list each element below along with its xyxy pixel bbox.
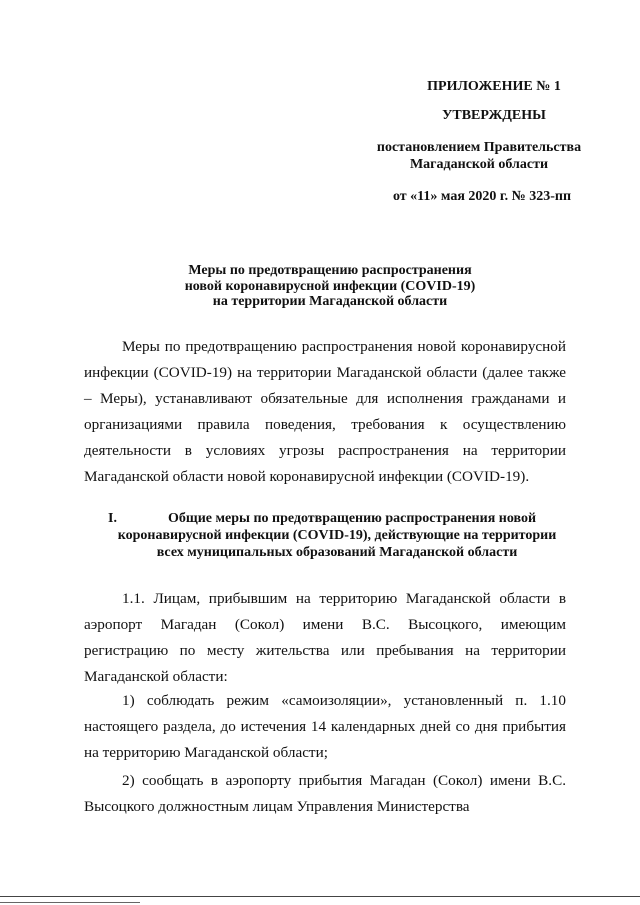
clause-1-1: 1.1. Лицам, прибывшим на территорию Магаданской области в аэропорт Магадан (Сокол) имени В.С. Высоцкого, имеющим регистрацию по месту жительства или пребывания на территории Магаданской области: [84,590,566,685]
intro-paragraph: Меры по предотвращению распространения новой коронавирусной инфекции (COVID-19) на территории Магаданской области (далее также – Меры), устанавливают обязательные для исполнения гражданами и организациями правила поведения, требования к осуществлению деятельности в условиях угрозы распространения на территории Магаданской области новой коронавирусной инфекции (COVID-19). [84,338,566,485]
page-edge-line-short [0,902,140,903]
decree-line-1: постановлением Правительства [376,140,582,155]
document-title [100,263,560,310]
appendix-number: ПРИЛОЖЕНИЕ № 1 [427,79,561,94]
decree-date: от «11» мая 2020 г. № 323-пп [392,189,572,204]
page-edge-line [0,896,640,897]
title-line-3: на территории Магаданской области [212,294,448,309]
section-line-2: коронавирусной инфекции (COVID-19), действующие на территории [117,528,557,543]
section-heading [108,510,566,561]
list-item-2: 2) сообщать в аэропорту прибытия Магадан (Сокол) имени В.С. Высоцкого должностным лицам Управления Министерства [84,772,566,815]
approved-label: УТВЕРЖДЕНЫ [442,108,546,123]
section-line-3: всех муниципальных образований Магаданской области [156,545,518,560]
title-line-1: Меры по предотвращению распространения [188,263,472,278]
approval-block [338,78,620,205]
list-item-1: 1) соблюдать режим «самоизоляции», установленный п. 1.10 настоящего раздела, до истечения 14 календарных дней со дня прибытия на территорию Магаданской области; [84,692,566,761]
section-number: I. [108,511,117,526]
title-line-2: новой коронавирусной инфекции (COVID-19) [184,278,476,294]
decree-line-2: Магаданской области [409,157,549,172]
section-line-1: Общие меры по предотвращению распространения новой [167,511,537,526]
